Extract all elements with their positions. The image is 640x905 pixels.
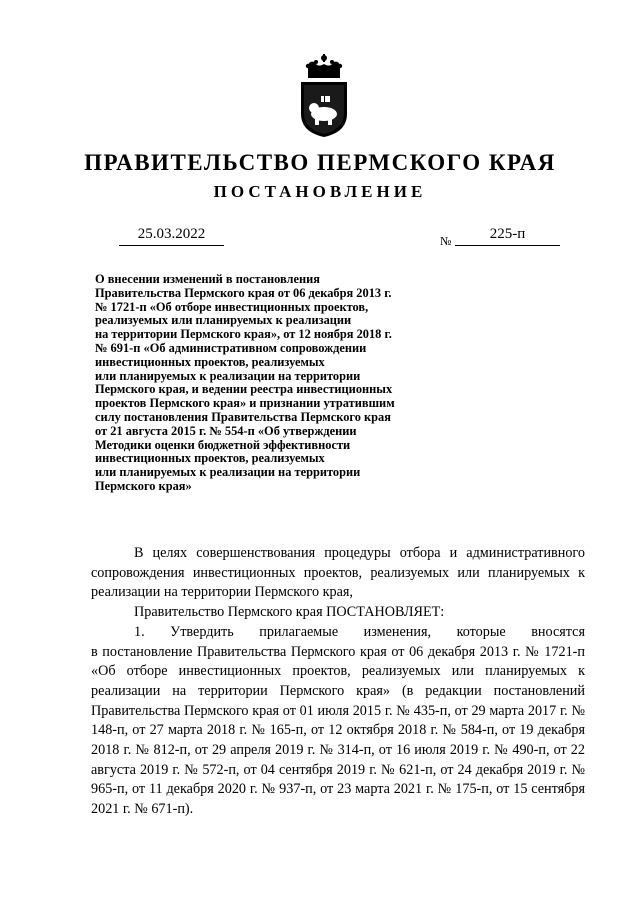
subject-line: Пермского края, и ведении реестра инвестиционных [95,382,393,397]
subject-line: на территории Пермского края», от 12 ноября 2018 г. [95,327,392,342]
number-sign: № [440,234,452,248]
subject-line: реализуемых или планируемых к реализации [95,313,352,328]
document-type: ПОСТАНОВЛЕНИЕ [213,182,427,201]
subject-line: от 21 августа 2015 г. № 554-п «Об утверждении [95,423,357,438]
subject-line: О внесении изменений в постановления [95,272,320,286]
body-paragraph-resolution: Правительство Пермского края ПОСТАНОВЛЯЕТ: [134,604,445,621]
subject-line: Правительства Пермского края от 06 декабря 2013 г. [95,285,392,300]
subject-line: или планируемых к реализации на территории [95,465,361,480]
coat-of-arms-emblem [295,52,353,138]
body-paragraph-item-1-first-line: 1. Утвердить прилагаемые изменения, которые вносятся [134,623,585,640]
body-paragraph-preamble: В целях совершенствования процедуры отбора и административного сопровождения инвестиционных проектов, реализуемых или планируемых к реализации на территории Пермского края, [91,545,585,601]
subject-line: № 1721-п «Об отборе инвестиционных проектов, [95,299,369,314]
subject-line: № 691-п «Об административном сопровождении [95,340,367,355]
subject-line: или планируемых к реализации на территории [95,368,361,383]
subject-line: Пермского края» [95,478,192,493]
subject-line: инвестиционных проектов, реализуемых [95,354,325,369]
subject-line: силу постановления Правительства Пермского края [95,409,391,424]
subject-line: инвестиционных проектов, реализуемых [95,451,325,466]
government-title: ПРАВИТЕЛЬСТВО ПЕРМСКОГО КРАЯ [84,150,556,175]
document-body [91,544,585,820]
document-number: 225-п [455,226,560,246]
document-date: 25.03.2022 [119,226,224,246]
subject-line: проектов Пермского края» и признании утратившим [95,396,395,411]
body-paragraph-item-1: в постановление Правительства Пермского края от 06 декабря 2013 г. № 1721-п «Об отборе инвестиционных проектов, реализуемых или планируемых к реализации на территории Пермского края» (в редакции постановлений Правительства Пермского края от 01 июля 2015 г. № 435-п, от 29 марта 2017 г. № 148-п, от 27 марта 2018 г. № 165-п, от 12 октября 2018 г. № 584-п, от 19 декабря 2018 г. № 812-п, от 29 апреля 2019 г. № 314-п, от 16 июля 2019 г. № 490-п, от 22 августа 2019 г. № 572-п, от 04 сентября 2019 г. № 621-п, от 24 декабря 2019 г. № 965-п, от 11 декабря 2020 г. № 937-п, от 23 марта 2021 г. № 175-п, от 15 сентября 2021 г. № 671-п). [91,643,585,818]
document-subject [95,273,485,494]
subject-line: Методики оценки бюджетной эффективности [95,437,351,452]
